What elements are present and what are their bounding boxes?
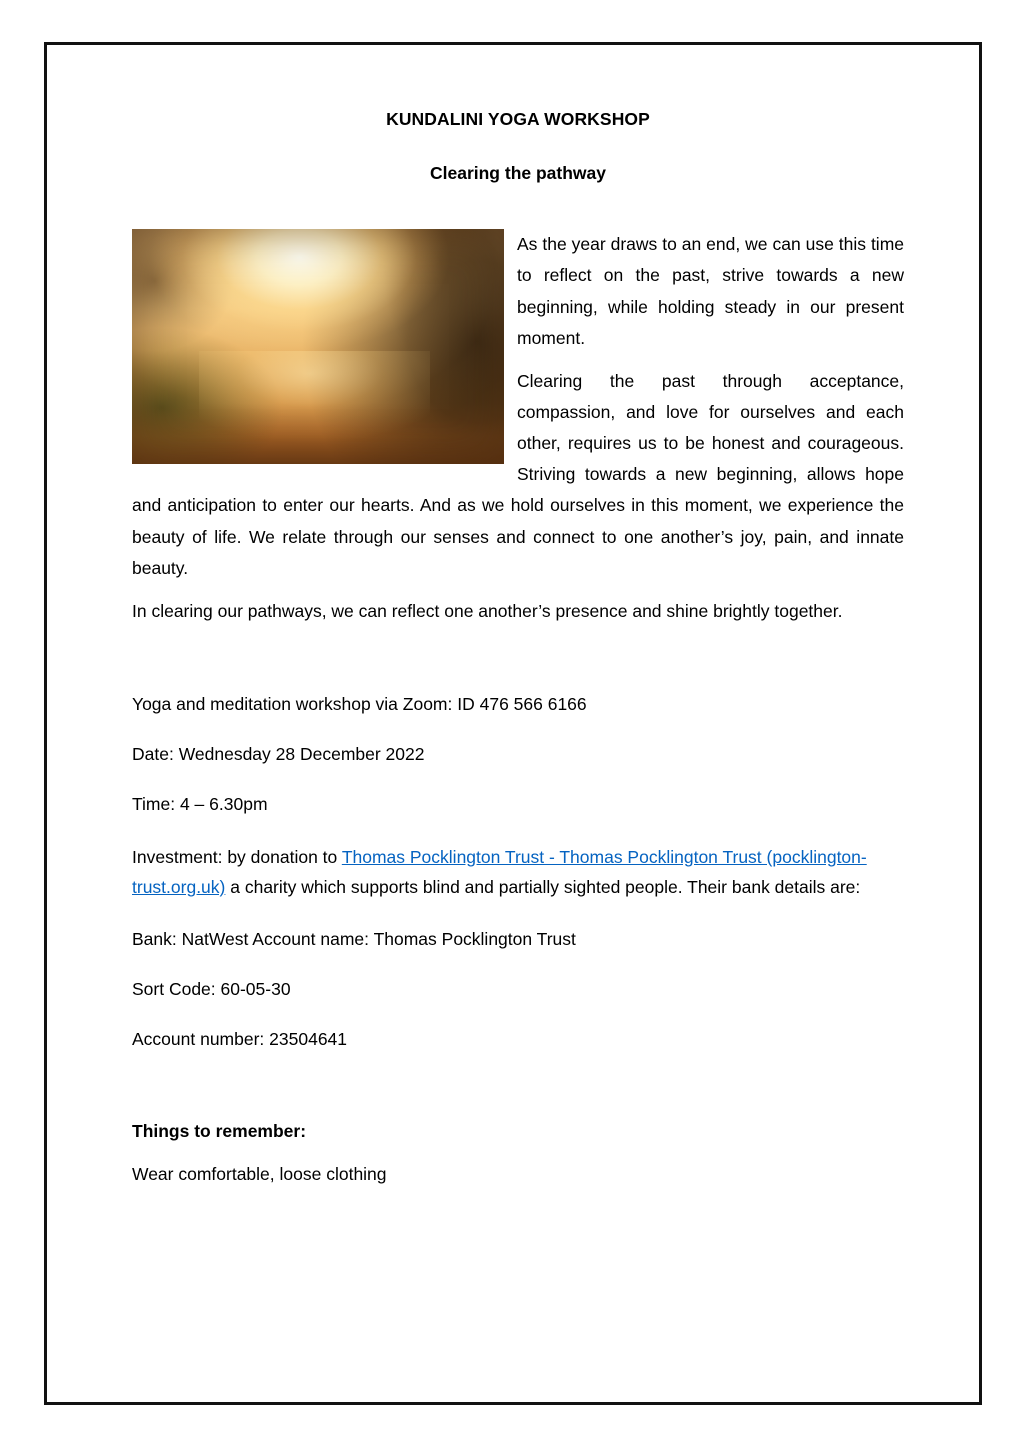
section-spacer — [132, 639, 904, 691]
pocklington-trust-link[interactable]: Thomas Pocklington Trust - Thomas Pocklington Trust (pocklington-trust.org.uk) — [132, 846, 867, 897]
investment-suffix-text: a charity which supports blind and partially sighted people. Their bank details are: — [225, 876, 861, 897]
investment-prefix-text: Investment: by donation to — [132, 846, 342, 867]
sort-code-line: Sort Code: 60-05-30 — [132, 979, 291, 1000]
body-paragraph-1: As the year draws to an end, we can use this time to reflect on the past, strive towards a new beginning, while holding steady in our present moment. — [517, 234, 904, 348]
intro-section — [132, 229, 904, 596]
workshop-date-line: Date: Wednesday 28 December 2022 — [132, 744, 425, 765]
sunlit-lane-photo — [132, 229, 504, 464]
bank-name-line: Bank: NatWest Account name: Thomas Pocklington Trust — [132, 928, 576, 949]
title-block — [132, 108, 904, 185]
body-paragraph-3: In clearing our pathways, we can reflect one another’s presence and shine brightly together. — [132, 600, 843, 621]
page-subtitle: Clearing the pathway — [429, 162, 606, 183]
remember-spacer — [132, 1077, 904, 1121]
page-title: KUNDALINI YOGA WORKSHOP — [386, 109, 650, 129]
investment-line — [132, 842, 904, 902]
workshop-zoom-line: Yoga and meditation workshop via Zoom: ID 476 566 6166 — [132, 693, 587, 714]
remember-item-clothing: Wear comfortable, loose clothing — [132, 1163, 387, 1184]
workshop-time-line: Time: 4 – 6.30pm — [132, 794, 268, 815]
photo-vignette — [132, 229, 504, 464]
account-number-line: Account number: 23504641 — [132, 1029, 348, 1050]
things-to-remember-heading: Things to remember: — [132, 1120, 307, 1141]
title-spacer — [132, 185, 904, 229]
document-content — [132, 108, 904, 1185]
body-paragraph-2: Clearing the past through acceptance, compassion, and love for ourselves and each other, requires us to be honest and courageous. Striving towards a new beginning, allows hope and anticipation to enter our hearts. And as we hold ourselves in this moment, we experience the beauty of life. We relate through our senses and connect to one another’s joy, pain, and innate beauty. — [132, 370, 904, 578]
